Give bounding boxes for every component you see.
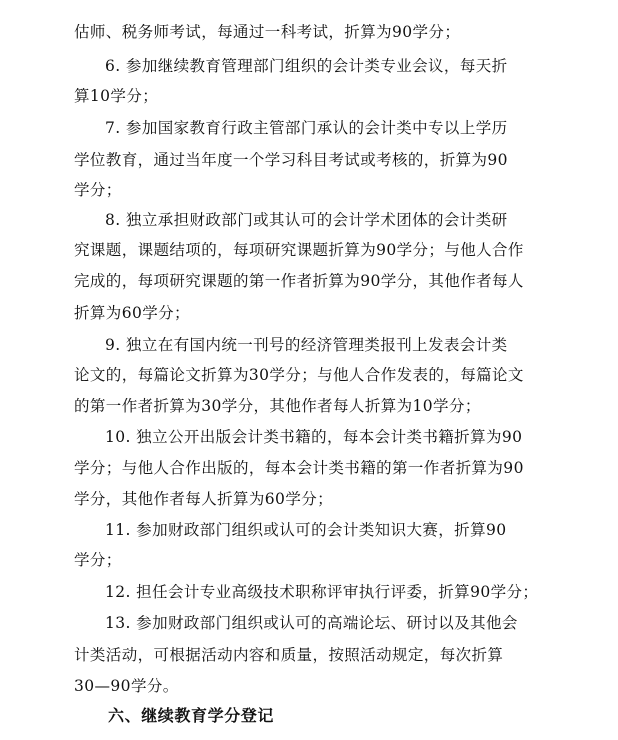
item-12-line-1: 12. 担任会计专业高级技术职称评审执行评委，折算90学分； [105,583,539,601]
item-7-line-2: 学位教育，通过当年度一个学习科目考试或考核的，折算为90 [74,151,508,169]
item-13-line-1: 13. 参加财政部门组织或认可的高端论坛、研讨以及其他会 [105,614,518,632]
item-8-line-2: 究课题，课题结项的，每项研究课题折算为90学分；与他人合作 [74,241,524,259]
item-6-line-2: 算10学分； [74,87,159,105]
item-8-line-1: 8. 独立承担财政部门或其认可的会计学术团体的会计类研 [105,211,508,229]
item-13-line-2: 计类活动，可根据活动内容和质量，按照活动规定，每次折算 [74,646,504,664]
item-11-line-1: 11. 参加财政部门组织或认可的会计类知识大赛，折算90 [105,521,507,539]
item-10-line-1: 10. 独立公开出版会计类书籍的，每本会计类书籍折算为90 [105,428,523,446]
item-10-line-3: 学分，其他作者每人折算为60学分； [74,490,334,508]
item-13-line-3: 30—90学分。 [74,677,179,695]
item-8-line-4: 折算为60学分； [74,304,190,322]
item-9-line-3: 的第一作者折算为30学分，其他作者每人折算为10学分； [74,397,481,415]
item-7-line-1: 7. 参加国家教育行政主管部门承认的会计类中专以上学历 [105,119,508,137]
item-9-line-2: 论文的，每篇论文折算为30学分；与他人合作发表的，每篇论文 [74,366,524,384]
section-heading: 六、继续教育学分登记 [108,706,275,725]
item-8-line-3: 完成的，每项研究课题的第一作者折算为90学分，其他作者每人 [74,272,524,290]
item-10-line-2: 学分；与他人合作出版的，每本会计类书籍的第一作者折算为90 [74,459,524,477]
item-7-line-3: 学分； [74,181,122,199]
item-6-line-1: 6. 参加继续教育管理部门组织的会计类专业会议，每天折 [105,57,508,75]
text-line-1: 估师、税务师考试，每通过一科考试，折算为90学分； [74,23,461,41]
item-11-line-2: 学分； [74,551,122,569]
item-9-line-1: 9. 独立在有国内统一刊号的经济管理类报刊上发表会计类 [105,336,508,354]
